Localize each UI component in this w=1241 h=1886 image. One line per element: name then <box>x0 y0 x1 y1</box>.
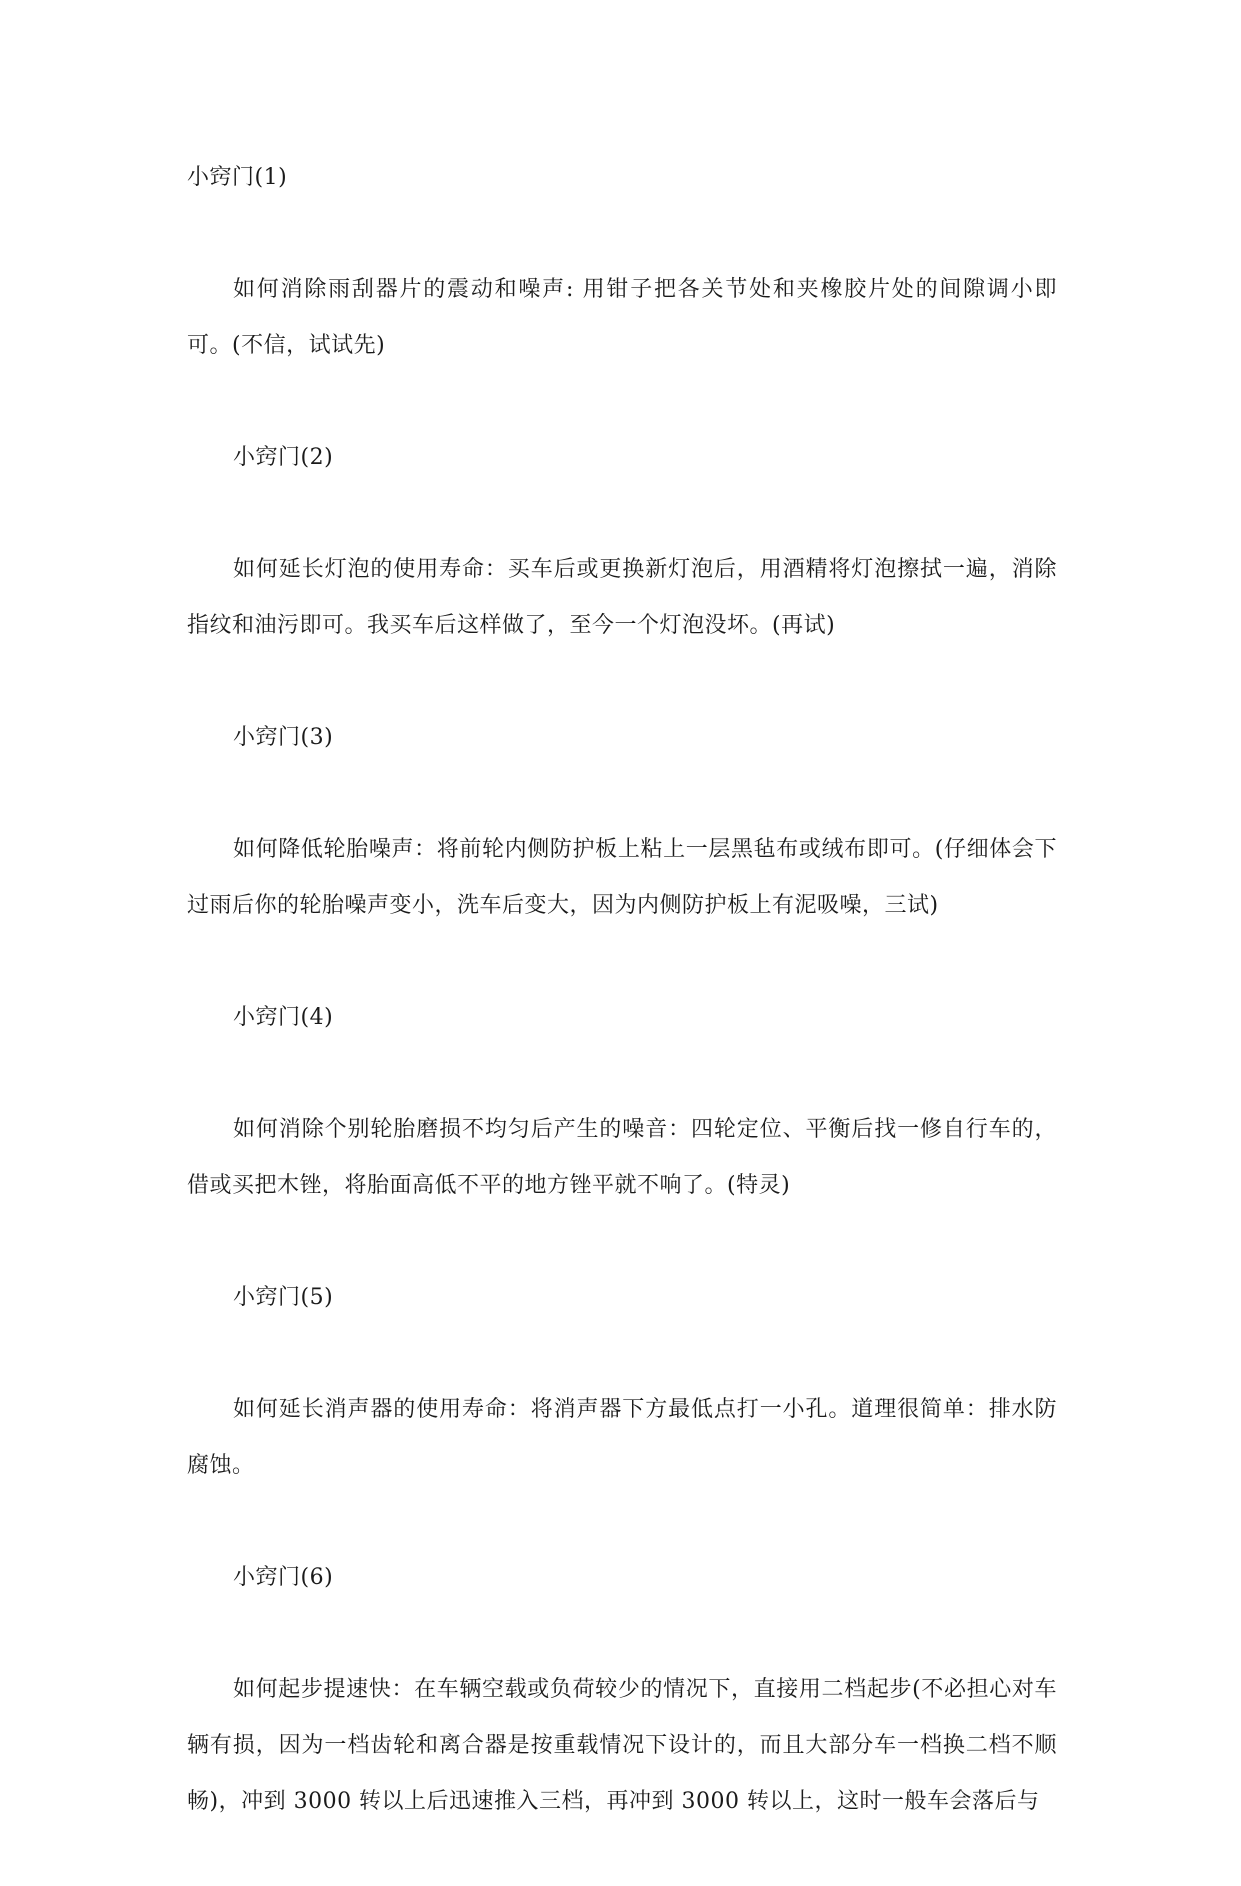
tip-text-5: 如何延长消声器的使用寿命：将消声器下方最低点打一小孔。道理很简单：排水防腐蚀。 <box>187 1397 1057 1478</box>
tip-heading-4: 小窍门(4) <box>233 1005 334 1030</box>
tip-text-6: 如何起步提速快：在车辆空载或负荷较少的情况下，直接用二档起步(不必担心对车辆有损，因为一档齿轮和离合器是按重载情况下设计的，而且大部分车一档换二档不顺畅)，冲到 3000 转以上后迅速推入三档，再冲到 3000 转以上，这时一般车会落后与 <box>187 1677 1057 1814</box>
tip-text-3: 如何降低轮胎噪声：将前轮内侧防护板上粘上一层黑毡布或绒布即可。(仔细体会下过雨后你的轮胎噪声变小，洗车后变大，因为内侧防护板上有泥吸噪，三试) <box>187 837 1057 918</box>
tip-heading-2: 小窍门(2) <box>233 445 334 470</box>
tip-text-2: 如何延长灯泡的使用寿命：买车后或更换新灯泡后，用酒精将灯泡擦拭一遍，消除指纹和油污即可。我买车后这样做了，至今一个灯泡没坏。(再试) <box>187 557 1057 638</box>
tip-text-4: 如何消除个别轮胎磨损不均匀后产生的噪音：四轮定位、平衡后找一修自行车的，借或买把木锉，将胎面高低不平的地方锉平就不响了。(特灵) <box>187 1117 1057 1198</box>
tip-heading-1: 小窍门(1) <box>187 165 288 190</box>
document-body <box>187 150 1057 1886</box>
tip-text-1: 如何消除雨刮器片的震动和噪声: 用钳子把各关节处和夹橡胶片处的间隙调小即可。(不信，试试先) <box>187 277 1057 358</box>
tip-heading-3: 小窍门(3) <box>233 725 334 750</box>
tip-heading-5: 小窍门(5) <box>233 1285 334 1310</box>
tip-heading-6: 小窍门(6) <box>233 1565 334 1590</box>
